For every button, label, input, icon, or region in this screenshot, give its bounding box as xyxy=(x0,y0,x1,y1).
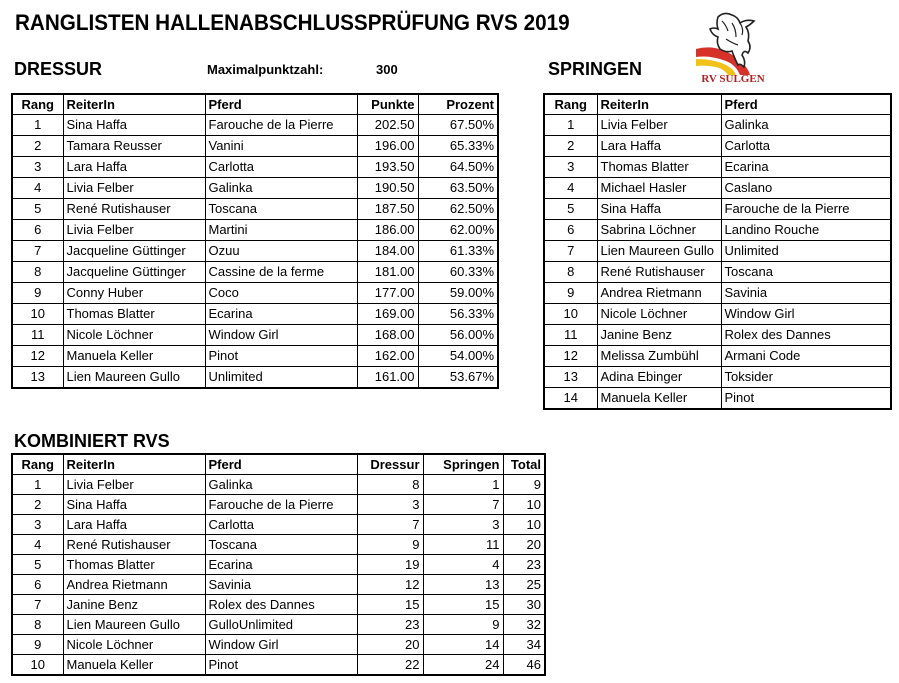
table-cell: 2 xyxy=(12,136,63,157)
table-cell: 25 xyxy=(503,575,545,595)
table-row xyxy=(12,115,498,136)
table-cell: 5 xyxy=(12,199,63,220)
table-cell: 186.00 xyxy=(357,220,418,241)
table-row xyxy=(12,283,498,304)
table-row xyxy=(12,475,545,495)
dressur-heading: DRESSUR xyxy=(14,59,103,79)
table-cell: 7 xyxy=(423,495,503,515)
table-cell: Toscana xyxy=(205,199,357,220)
table-cell: 7 xyxy=(544,241,597,262)
col-header: Punkte xyxy=(357,94,418,115)
table-cell: Thomas Blatter xyxy=(63,555,205,575)
table-cell: Vanini xyxy=(205,136,357,157)
table-cell: 22 xyxy=(357,655,423,676)
table-cell: Farouche de la Pierre xyxy=(205,495,357,515)
table-cell: Galinka xyxy=(205,475,357,495)
col-header: Pferd xyxy=(205,454,357,475)
table-cell: 30 xyxy=(503,595,545,615)
table-cell: 34 xyxy=(503,635,545,655)
table-cell: 3 xyxy=(423,515,503,535)
table-cell: Sina Haffa xyxy=(63,495,205,515)
table-header-row xyxy=(12,454,545,475)
table-cell: 196.00 xyxy=(357,136,418,157)
table-cell: Sina Haffa xyxy=(597,199,721,220)
table-cell: Ecarina xyxy=(205,304,357,325)
table-cell: 10 xyxy=(503,515,545,535)
club-logo xyxy=(688,9,778,91)
table-cell: 8 xyxy=(12,615,63,635)
table-row xyxy=(12,220,498,241)
table-cell: 202.50 xyxy=(357,115,418,136)
table-row xyxy=(544,346,891,367)
table-row xyxy=(12,136,498,157)
table-row xyxy=(12,515,545,535)
table-cell: 56.33% xyxy=(418,304,498,325)
table-cell: 3 xyxy=(357,495,423,515)
table-cell: 10 xyxy=(503,495,545,515)
table-cell: René Rutishauser xyxy=(63,535,205,555)
table-cell: Cassine de la ferme xyxy=(205,262,357,283)
table-cell: Manuela Keller xyxy=(63,655,205,676)
table-cell: 61.33% xyxy=(418,241,498,262)
table-row xyxy=(544,262,891,283)
col-header: Rang xyxy=(544,94,597,115)
table-cell: 161.00 xyxy=(357,367,418,389)
table-cell: 62.00% xyxy=(418,220,498,241)
table-row xyxy=(544,136,891,157)
table-cell: 20 xyxy=(503,535,545,555)
table-cell: GulloUnlimited xyxy=(205,615,357,635)
table-row xyxy=(544,115,891,136)
table-cell: Nicole Löchner xyxy=(597,304,721,325)
table-row xyxy=(12,304,498,325)
table-cell: Pinot xyxy=(205,655,357,676)
table-cell: Andrea Rietmann xyxy=(597,283,721,304)
kombiniert-heading: KOMBINIERT RVS xyxy=(14,431,170,451)
table-cell: 9 xyxy=(12,635,63,655)
table-cell: Rolex des Dannes xyxy=(721,325,891,346)
table-row xyxy=(12,346,498,367)
table-row xyxy=(544,367,891,388)
table-header-row xyxy=(12,94,498,115)
table-cell: 67.50% xyxy=(418,115,498,136)
table-row xyxy=(12,635,545,655)
table-cell: 56.00% xyxy=(418,325,498,346)
table-cell: 60.33% xyxy=(418,262,498,283)
table-cell: 6 xyxy=(544,220,597,241)
table-cell: Thomas Blatter xyxy=(597,157,721,178)
table-row xyxy=(12,178,498,199)
table-cell: 7 xyxy=(12,241,63,262)
table-cell: Farouche de la Pierre xyxy=(721,199,891,220)
table-cell: Window Girl xyxy=(205,635,357,655)
springen-heading: SPRINGEN xyxy=(548,59,643,79)
table-cell: Michael Hasler xyxy=(597,178,721,199)
table-cell: René Rutishauser xyxy=(63,199,205,220)
table-row xyxy=(12,241,498,262)
table-cell: Carlotta xyxy=(205,157,357,178)
table-cell: 184.00 xyxy=(357,241,418,262)
table-cell: 63.50% xyxy=(418,178,498,199)
table-row xyxy=(12,199,498,220)
table-cell: Sina Haffa xyxy=(63,115,205,136)
table-cell: 53.67% xyxy=(418,367,498,389)
table-cell: 1 xyxy=(12,475,63,495)
table-cell: 14 xyxy=(423,635,503,655)
table-cell: Manuela Keller xyxy=(63,346,205,367)
table-cell: Savinia xyxy=(721,283,891,304)
table-row xyxy=(544,241,891,262)
table-header-row xyxy=(544,94,891,115)
col-header: Dressur xyxy=(357,454,423,475)
table-row xyxy=(544,388,891,410)
col-header: ReiterIn xyxy=(597,94,721,115)
table-cell: Andrea Rietmann xyxy=(63,575,205,595)
table-cell: 4 xyxy=(12,535,63,555)
table-cell: 65.33% xyxy=(418,136,498,157)
table-cell: Carlotta xyxy=(721,136,891,157)
table-cell: Thomas Blatter xyxy=(63,304,205,325)
col-header: ReiterIn xyxy=(63,454,205,475)
table-cell: 3 xyxy=(12,157,63,178)
table-cell: Martini xyxy=(205,220,357,241)
table-cell: Conny Huber xyxy=(63,283,205,304)
table-cell: 20 xyxy=(357,635,423,655)
table-cell: 5 xyxy=(544,199,597,220)
table-cell: Lien Maureen Gullo xyxy=(597,241,721,262)
table-row xyxy=(12,595,545,615)
table-cell: Ecarina xyxy=(205,555,357,575)
table-cell: Livia Felber xyxy=(63,178,205,199)
table-cell: 13 xyxy=(12,367,63,389)
table-cell: 62.50% xyxy=(418,199,498,220)
table-cell: 3 xyxy=(544,157,597,178)
table-cell: 4 xyxy=(544,178,597,199)
table-cell: 11 xyxy=(423,535,503,555)
table-row xyxy=(12,495,545,515)
table-cell: 2 xyxy=(12,495,63,515)
table-cell: 2 xyxy=(544,136,597,157)
table-cell: Coco xyxy=(205,283,357,304)
table-cell: Adina Ebinger xyxy=(597,367,721,388)
table-cell: 7 xyxy=(357,515,423,535)
table-row xyxy=(544,157,891,178)
table-cell: Livia Felber xyxy=(63,220,205,241)
table-cell: 1 xyxy=(423,475,503,495)
table-cell: Livia Felber xyxy=(597,115,721,136)
col-header: Pferd xyxy=(721,94,891,115)
table-cell: 9 xyxy=(12,283,63,304)
table-row xyxy=(544,325,891,346)
dressur-table xyxy=(11,93,499,389)
table-cell: Pinot xyxy=(721,388,891,410)
table-cell: 14 xyxy=(544,388,597,410)
table-cell: 9 xyxy=(357,535,423,555)
table-cell: Galinka xyxy=(205,178,357,199)
table-cell: 168.00 xyxy=(357,325,418,346)
table-cell: 10 xyxy=(12,304,63,325)
table-cell: 4 xyxy=(12,178,63,199)
table-row xyxy=(12,325,498,346)
table-cell: René Rutishauser xyxy=(597,262,721,283)
table-cell: 9 xyxy=(544,283,597,304)
table-cell: Manuela Keller xyxy=(597,388,721,410)
table-cell: Lien Maureen Gullo xyxy=(63,367,205,389)
table-row xyxy=(12,157,498,178)
col-header: Prozent xyxy=(418,94,498,115)
table-cell: 23 xyxy=(357,615,423,635)
table-cell: Unlimited xyxy=(721,241,891,262)
col-header: Rang xyxy=(12,94,63,115)
table-cell: 13 xyxy=(423,575,503,595)
table-cell: 3 xyxy=(12,515,63,535)
table-cell: 6 xyxy=(12,575,63,595)
table-row xyxy=(544,304,891,325)
table-cell: 177.00 xyxy=(357,283,418,304)
table-cell: Lara Haffa xyxy=(63,515,205,535)
table-cell: Lien Maureen Gullo xyxy=(63,615,205,635)
table-cell: 8 xyxy=(357,475,423,495)
table-cell: Janine Benz xyxy=(63,595,205,615)
table-cell: 24 xyxy=(423,655,503,676)
table-cell: Tamara Reusser xyxy=(63,136,205,157)
table-cell: Jacqueline Güttinger xyxy=(63,262,205,283)
table-cell: Farouche de la Pierre xyxy=(205,115,357,136)
table-row xyxy=(544,178,891,199)
table-row xyxy=(12,535,545,555)
table-cell: 32 xyxy=(503,615,545,635)
table-cell: 54.00% xyxy=(418,346,498,367)
table-cell: Window Girl xyxy=(721,304,891,325)
col-header: Rang xyxy=(12,454,63,475)
table-cell: Carlotta xyxy=(205,515,357,535)
table-cell: 181.00 xyxy=(357,262,418,283)
table-cell: Lara Haffa xyxy=(597,136,721,157)
table-cell: 10 xyxy=(544,304,597,325)
table-cell: 64.50% xyxy=(418,157,498,178)
table-cell: 10 xyxy=(12,655,63,676)
table-cell: 12 xyxy=(544,346,597,367)
table-cell: Jacqueline Güttinger xyxy=(63,241,205,262)
table-cell: Galinka xyxy=(721,115,891,136)
table-cell: 46 xyxy=(503,655,545,676)
table-cell: Toscana xyxy=(205,535,357,555)
table-cell: Toscana xyxy=(721,262,891,283)
table-cell: 9 xyxy=(423,615,503,635)
table-cell: Livia Felber xyxy=(63,475,205,495)
page-title: RANGLISTEN HALLENABSCHLUSSPRÜFUNG RVS 2019 xyxy=(15,10,570,35)
table-cell: Caslano xyxy=(721,178,891,199)
table-cell: 8 xyxy=(12,262,63,283)
table-cell: Unlimited xyxy=(205,367,357,389)
max-points-label: Maximalpunktzahl: xyxy=(207,62,324,77)
table-row xyxy=(12,555,545,575)
table-cell: Melissa Zumbühl xyxy=(597,346,721,367)
max-points-value: 300 xyxy=(376,62,398,77)
table-cell: Toksider xyxy=(721,367,891,388)
logo-caption: RV SULGEN xyxy=(701,73,765,85)
table-cell: Landino Rouche xyxy=(721,220,891,241)
table-cell: 59.00% xyxy=(418,283,498,304)
table-cell: Ecarina xyxy=(721,157,891,178)
table-cell: 4 xyxy=(423,555,503,575)
table-cell: 11 xyxy=(12,325,63,346)
table-cell: 1 xyxy=(544,115,597,136)
col-header: Total xyxy=(503,454,545,475)
table-cell: Janine Benz xyxy=(597,325,721,346)
table-cell: 5 xyxy=(12,555,63,575)
table-cell: 13 xyxy=(544,367,597,388)
table-cell: 12 xyxy=(12,346,63,367)
table-cell: Nicole Löchner xyxy=(63,635,205,655)
table-cell: Lara Haffa xyxy=(63,157,205,178)
table-row xyxy=(12,262,498,283)
table-cell: 15 xyxy=(357,595,423,615)
table-cell: Window Girl xyxy=(205,325,357,346)
table-cell: 190.50 xyxy=(357,178,418,199)
table-row xyxy=(544,199,891,220)
col-header: ReiterIn xyxy=(63,94,205,115)
table-row xyxy=(12,367,498,389)
table-row xyxy=(12,615,545,635)
kombiniert-table xyxy=(11,453,546,676)
table-cell: Ozuu xyxy=(205,241,357,262)
table-cell: 19 xyxy=(357,555,423,575)
col-header: Springen xyxy=(423,454,503,475)
table-cell: 169.00 xyxy=(357,304,418,325)
table-cell: Nicole Löchner xyxy=(63,325,205,346)
table-cell: 6 xyxy=(12,220,63,241)
table-cell: 9 xyxy=(503,475,545,495)
table-row xyxy=(544,220,891,241)
table-cell: 1 xyxy=(12,115,63,136)
table-cell: Pinot xyxy=(205,346,357,367)
table-cell: 162.00 xyxy=(357,346,418,367)
table-cell: Rolex des Dannes xyxy=(205,595,357,615)
table-cell: 12 xyxy=(357,575,423,595)
table-row xyxy=(12,655,545,676)
springen-table xyxy=(543,93,892,410)
table-cell: 11 xyxy=(544,325,597,346)
table-row xyxy=(12,575,545,595)
table-cell: 8 xyxy=(544,262,597,283)
table-cell: Sabrina Löchner xyxy=(597,220,721,241)
table-cell: 7 xyxy=(12,595,63,615)
col-header: Pferd xyxy=(205,94,357,115)
table-cell: 15 xyxy=(423,595,503,615)
table-cell: 23 xyxy=(503,555,545,575)
table-cell: 193.50 xyxy=(357,157,418,178)
table-cell: Savinia xyxy=(205,575,357,595)
table-cell: Armani Code xyxy=(721,346,891,367)
table-row xyxy=(544,283,891,304)
table-cell: 187.50 xyxy=(357,199,418,220)
